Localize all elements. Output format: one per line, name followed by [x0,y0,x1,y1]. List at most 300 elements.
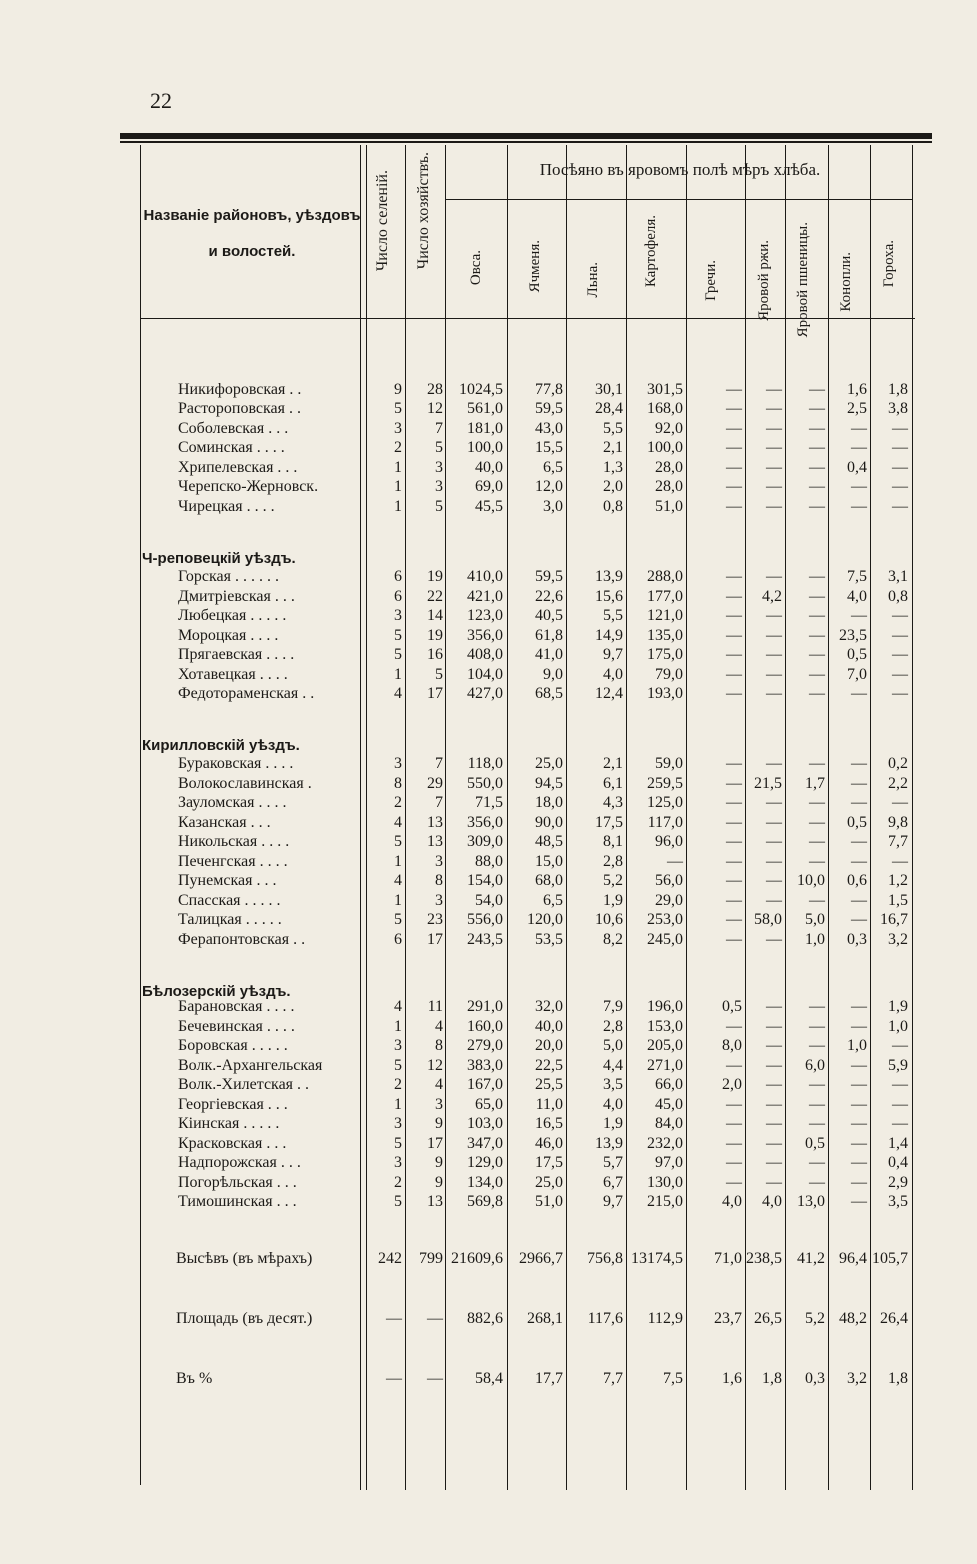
table-cell: 16 [427,646,443,663]
table-cell: 205,0 [647,1037,683,1054]
table-cell: 8 [394,775,402,792]
table-cell: — [766,1057,782,1074]
row-label: Хотавецкая . . . . [178,666,288,683]
table-cell: 5 [435,498,443,515]
table-cell: 5,2 [805,1310,825,1327]
table-cell: 30,1 [595,381,623,398]
table-row [0,646,977,666]
table-cell: 238,5 [746,1250,782,1267]
table-cell: 181,0 [467,420,503,437]
table-cell: 43,0 [535,420,563,437]
table-row [0,794,977,814]
table-cell: — [726,439,742,456]
table-cell: — [766,892,782,909]
table-cell: 1,9 [603,892,623,909]
table-cell: 1,2 [888,872,908,889]
table-cell: 177,0 [647,588,683,605]
row-label: Надпорожская . . . [178,1154,301,1171]
table-cell: 561,0 [467,400,503,417]
table-row [0,998,977,1018]
table-cell: 100,0 [467,439,503,456]
table-cell: — [766,1115,782,1132]
table-cell: 2,9 [888,1174,908,1191]
table-cell: 2,1 [603,439,623,456]
table-cell: 46,0 [535,1135,563,1152]
table-cell: — [386,1370,402,1387]
table-cell: 3,2 [847,1370,867,1387]
table-row [0,1115,977,1135]
table-cell: 3 [435,478,443,495]
table-cell: 103,0 [467,1115,503,1132]
table-cell: 4,0 [847,588,867,605]
table-cell: — [809,498,825,515]
table-cell: — [892,853,908,870]
table-cell: — [809,1174,825,1191]
table-cell: — [809,459,825,476]
table-cell: 1,5 [888,892,908,909]
table-cell: 7 [435,794,443,811]
table-cell: 196,0 [647,998,683,1015]
crop-header: Картофеля. [643,215,659,288]
table-cell: 1 [394,1096,402,1113]
table-cell: 17 [427,931,443,948]
row-label: Георгіевская . . . [178,1096,288,1113]
table-cell: 15,0 [535,853,563,870]
row-label: Прягаевская . . . . [178,646,295,663]
table-cell: 1,6 [722,1370,742,1387]
table-cell: — [766,478,782,495]
table-row [0,1018,977,1038]
table-cell: — [427,1370,443,1387]
table-cell: — [766,666,782,683]
table-cell: 1,8 [888,1370,908,1387]
table-row [0,1135,977,1155]
table-cell: 1 [394,498,402,515]
table-cell: 2966,7 [519,1250,563,1267]
table-cell: 17,5 [595,814,623,831]
table-cell: 68,5 [535,685,563,702]
table-cell: — [766,755,782,772]
table-cell: 356,0 [467,627,503,644]
table-cell: 8,1 [603,833,623,850]
table-cell: 6,5 [543,892,563,909]
table-cell: 3 [435,853,443,870]
table-cell: 193,0 [647,685,683,702]
table-cell: — [726,607,742,624]
table-cell: 2,5 [847,400,867,417]
table-cell: 291,0 [467,998,503,1015]
table-cell: — [726,685,742,702]
table-cell: — [809,892,825,909]
row-label: Соминская . . . . [178,439,285,456]
table-cell: 112,9 [647,1310,683,1327]
table-cell: — [766,498,782,515]
table-cell: — [892,439,908,456]
table-cell: 19 [427,568,443,585]
table-cell: 71,5 [475,794,503,811]
table-cell: 154,0 [467,872,503,889]
table-cell: 48,5 [535,833,563,850]
row-label: Казанская . . . [178,814,271,831]
table-cell: 100,0 [647,439,683,456]
table-cell: 13,9 [595,1135,623,1152]
row-label: Спасская . . . . . [178,892,281,909]
table-row [0,1154,977,1174]
table-cell: — [851,755,867,772]
table-cell: 9,8 [888,814,908,831]
table-cell: — [892,646,908,663]
crop-header: Яровой пшеницы. [795,222,811,338]
table-cell: 153,0 [647,1018,683,1035]
table-cell: 309,0 [467,833,503,850]
table-cell: 15,6 [595,588,623,605]
table-cell: 8 [435,1037,443,1054]
table-cell: 427,0 [467,685,503,702]
table-cell: 3 [394,1037,402,1054]
table-cell: — [892,666,908,683]
table-cell: 120,0 [527,911,563,928]
table-cell: 54,0 [475,892,503,909]
table-cell: 48,2 [839,1310,867,1327]
table-cell: 0,8 [603,498,623,515]
table-cell: — [766,814,782,831]
table-cell: 253,0 [647,911,683,928]
header-sown-title: Посѣяно въ яровомъ полѣ мѣръ хлѣба. [539,160,821,179]
table-cell: 1,4 [888,1135,908,1152]
table-cell: — [726,1018,742,1035]
table-cell: — [726,1174,742,1191]
table-row [0,400,977,420]
table-cell: 0,5 [847,646,867,663]
table-cell: — [766,872,782,889]
crop-header: Яровой ржи. [756,240,772,321]
table-row [0,498,977,518]
table-cell: — [809,646,825,663]
table-cell: — [892,607,908,624]
table-cell: 12 [427,400,443,417]
table-cell: 1 [394,478,402,495]
table-cell: — [766,439,782,456]
table-cell: 1,8 [888,381,908,398]
table-cell: 45,0 [655,1096,683,1113]
table-cell: — [726,853,742,870]
table-cell: 5 [394,1193,402,1210]
row-label: Растороповская . . [178,400,301,417]
table-cell: 6 [394,568,402,585]
top-rule [120,133,932,139]
table-cell: 51,0 [535,1193,563,1210]
section-heading [0,550,977,570]
table-cell: 5 [394,833,402,850]
crop-header: Льна. [585,262,601,298]
table-row [0,439,977,459]
table-cell: — [809,833,825,850]
table-cell: 25,0 [535,1174,563,1191]
table-cell: 11,0 [535,1096,563,1113]
table-cell: 4,0 [762,1193,782,1210]
table-cell: — [892,459,908,476]
table-cell: 14 [427,607,443,624]
table-cell: 259,5 [647,775,683,792]
table-cell: 5 [394,911,402,928]
table-cell: 104,0 [467,666,503,683]
table-cell: 756,8 [587,1250,623,1267]
table-cell: — [726,833,742,850]
table-row [0,931,977,951]
table-cell: 2,8 [603,1018,623,1035]
table-cell: — [892,1037,908,1054]
table-cell: 0,5 [722,998,742,1015]
table-cell: 3 [394,420,402,437]
table-cell: 3 [394,1115,402,1132]
table-cell: 12 [427,1057,443,1074]
table-cell: 58,0 [754,911,782,928]
table-cell: 71,0 [714,1250,742,1267]
crop-header: Гороха. [881,240,897,288]
table-cell: 26,5 [754,1310,782,1327]
table-row [0,459,977,479]
table-cell: 1,0 [805,931,825,948]
header-rule [445,199,912,200]
table-cell: 2,0 [722,1076,742,1093]
table-cell: 2,0 [603,478,623,495]
table-cell: — [766,381,782,398]
table-cell: 4 [394,685,402,702]
table-cell: 13,0 [797,1193,825,1210]
page-number: 22 [150,88,172,113]
table-cell: 7,5 [663,1370,683,1387]
table-cell: — [851,498,867,515]
table-cell: 9 [435,1115,443,1132]
table-cell: — [809,478,825,495]
crop-header: Конопли. [838,252,854,312]
table-cell: — [766,420,782,437]
table-cell: — [766,1096,782,1113]
table-cell: — [766,1174,782,1191]
table-cell: 28,0 [655,478,683,495]
table-cell: — [766,794,782,811]
table-cell: 14,9 [595,627,623,644]
table-cell: 7,9 [603,998,623,1015]
table-cell: 59,0 [655,755,683,772]
table-cell: 2 [394,1076,402,1093]
table-row [0,853,977,873]
table-cell: — [851,833,867,850]
table-cell: 96,4 [839,1250,867,1267]
table-cell: 3,1 [888,568,908,585]
table-cell: 5 [394,1135,402,1152]
table-cell: — [726,400,742,417]
row-label: Печенгская . . . . [178,853,288,870]
table-cell: — [851,420,867,437]
table-row [0,627,977,647]
table-cell: 25,0 [535,755,563,772]
table-cell: 2,1 [603,755,623,772]
table-cell: 41,0 [535,646,563,663]
table-cell: 3 [394,607,402,624]
table-row [0,775,977,795]
table-cell: 0,6 [847,872,867,889]
table-cell: — [809,755,825,772]
table-cell: 288,0 [647,568,683,585]
table-cell: 2 [394,1174,402,1191]
row-label: Горская . . . . . . [178,568,279,585]
row-label: Никольская . . . . [178,833,290,850]
table-cell: — [851,1096,867,1113]
row-label: Бураковская . . . . [178,755,294,772]
table-cell: 5 [394,646,402,663]
table-cell: 45,5 [475,498,503,515]
table-row [0,755,977,775]
table-cell: — [726,666,742,683]
table-cell: — [766,1018,782,1035]
table-cell: 0,5 [805,1135,825,1152]
table-cell: 16,7 [880,911,908,928]
table-cell: — [766,685,782,702]
table-cell: — [766,1037,782,1054]
table-cell: — [809,1096,825,1113]
table-cell: — [851,607,867,624]
table-cell: 40,0 [535,1018,563,1035]
row-label: Соболевская . . . [178,420,289,437]
section-heading [0,737,977,757]
table-cell: 123,0 [467,607,503,624]
table-cell: 121,0 [647,607,683,624]
table-cell: 4,3 [603,794,623,811]
table-cell: 1 [394,459,402,476]
table-cell: 3 [435,459,443,476]
table-cell: 29 [427,775,443,792]
table-cell: 3 [435,1096,443,1113]
table-cell: 7 [435,420,443,437]
table-row [0,1057,977,1077]
table-row [0,420,977,440]
table-row [0,872,977,892]
table-cell: 117,6 [587,1310,623,1327]
table-cell: — [726,588,742,605]
row-label: Волк.-Хилетская . . [178,1076,310,1093]
table-row [0,588,977,608]
table-cell: — [726,478,742,495]
table-cell: 40,0 [475,459,503,476]
table-cell: 23,7 [714,1310,742,1327]
table-cell: — [892,478,908,495]
table-cell: 4 [435,1018,443,1035]
table-cell: 28 [427,381,443,398]
table-cell: 799 [419,1250,443,1267]
table-cell: — [809,1115,825,1132]
table-cell: 1,6 [847,381,867,398]
table-cell: 5,2 [603,872,623,889]
table-cell: 167,0 [467,1076,503,1093]
table-cell: 1,9 [888,998,908,1015]
table-cell: 19 [427,627,443,644]
table-cell: 245,0 [647,931,683,948]
table-cell: 0,8 [888,588,908,605]
table-cell: — [726,498,742,515]
table-cell: — [386,1310,402,1327]
crop-header: Ячменя. [527,240,543,293]
table-cell: — [766,400,782,417]
table-cell: 32,0 [535,998,563,1015]
table-row [0,814,977,834]
district-name: Ч-реповецкій уѣздъ. [142,550,296,567]
table-cell: 61,8 [535,627,563,644]
row-label: Черепско-Жерновск. [178,478,319,495]
table-cell: — [726,1115,742,1132]
row-label: Ферапонтовская . . [178,931,306,948]
table-cell: 5,9 [888,1057,908,1074]
table-cell: 22 [427,588,443,605]
table-cell: — [851,478,867,495]
table-cell: 1,7 [805,775,825,792]
table-cell: 59,5 [535,568,563,585]
table-cell: 5 [394,1057,402,1074]
row-label: Волк.-Архангельская [178,1057,323,1074]
table-cell: 13,9 [595,568,623,585]
crop-header: Овса. [468,250,484,286]
table-cell: — [809,568,825,585]
table-cell: 9,7 [603,1193,623,1210]
table-cell: 26,4 [880,1310,908,1327]
table-cell: 16,5 [535,1115,563,1132]
table-cell: 268,1 [527,1310,563,1327]
table-cell: 9,7 [603,646,623,663]
table-cell: 232,0 [647,1135,683,1152]
table-cell: — [726,459,742,476]
table-cell: — [809,607,825,624]
table-cell: 1,8 [762,1370,782,1387]
row-label: Дмитріевская . . . [178,588,295,605]
table-cell: — [851,1174,867,1191]
table-cell: 9,0 [543,666,563,683]
table-cell: — [892,685,908,702]
table-cell: 22,6 [535,588,563,605]
table-cell: 9 [435,1174,443,1191]
table-cell: — [851,794,867,811]
table-cell: — [766,931,782,948]
table-cell: — [766,1076,782,1093]
table-cell: — [851,1135,867,1152]
table-cell: — [851,911,867,928]
table-cell: 6,7 [603,1174,623,1191]
table-cell: 160,0 [467,1018,503,1035]
table-cell: — [851,998,867,1015]
table-cell: — [809,853,825,870]
table-cell: 7,0 [847,666,867,683]
row-label: Въ % [176,1370,213,1387]
table-cell: 77,8 [535,381,563,398]
table-cell: 94,5 [535,775,563,792]
table-cell: 28,4 [595,400,623,417]
table-cell: — [851,1115,867,1132]
row-label: Бечевинская . . . . [178,1018,295,1035]
table-cell: — [851,1018,867,1035]
table-cell: — [766,607,782,624]
table-cell: — [809,1154,825,1171]
table-cell: 15,5 [535,439,563,456]
table-cell: 13 [427,814,443,831]
table-cell: — [726,1154,742,1171]
table-row [0,685,977,705]
table-row [0,1076,977,1096]
table-cell: 6,1 [603,775,623,792]
row-label: Высѣвъ (въ мѣрахъ) [176,1250,313,1267]
table-cell: 4,0 [603,1096,623,1113]
table-cell: — [892,1096,908,1113]
table-cell: — [726,568,742,585]
row-label: Барановская . . . . [178,998,295,1015]
